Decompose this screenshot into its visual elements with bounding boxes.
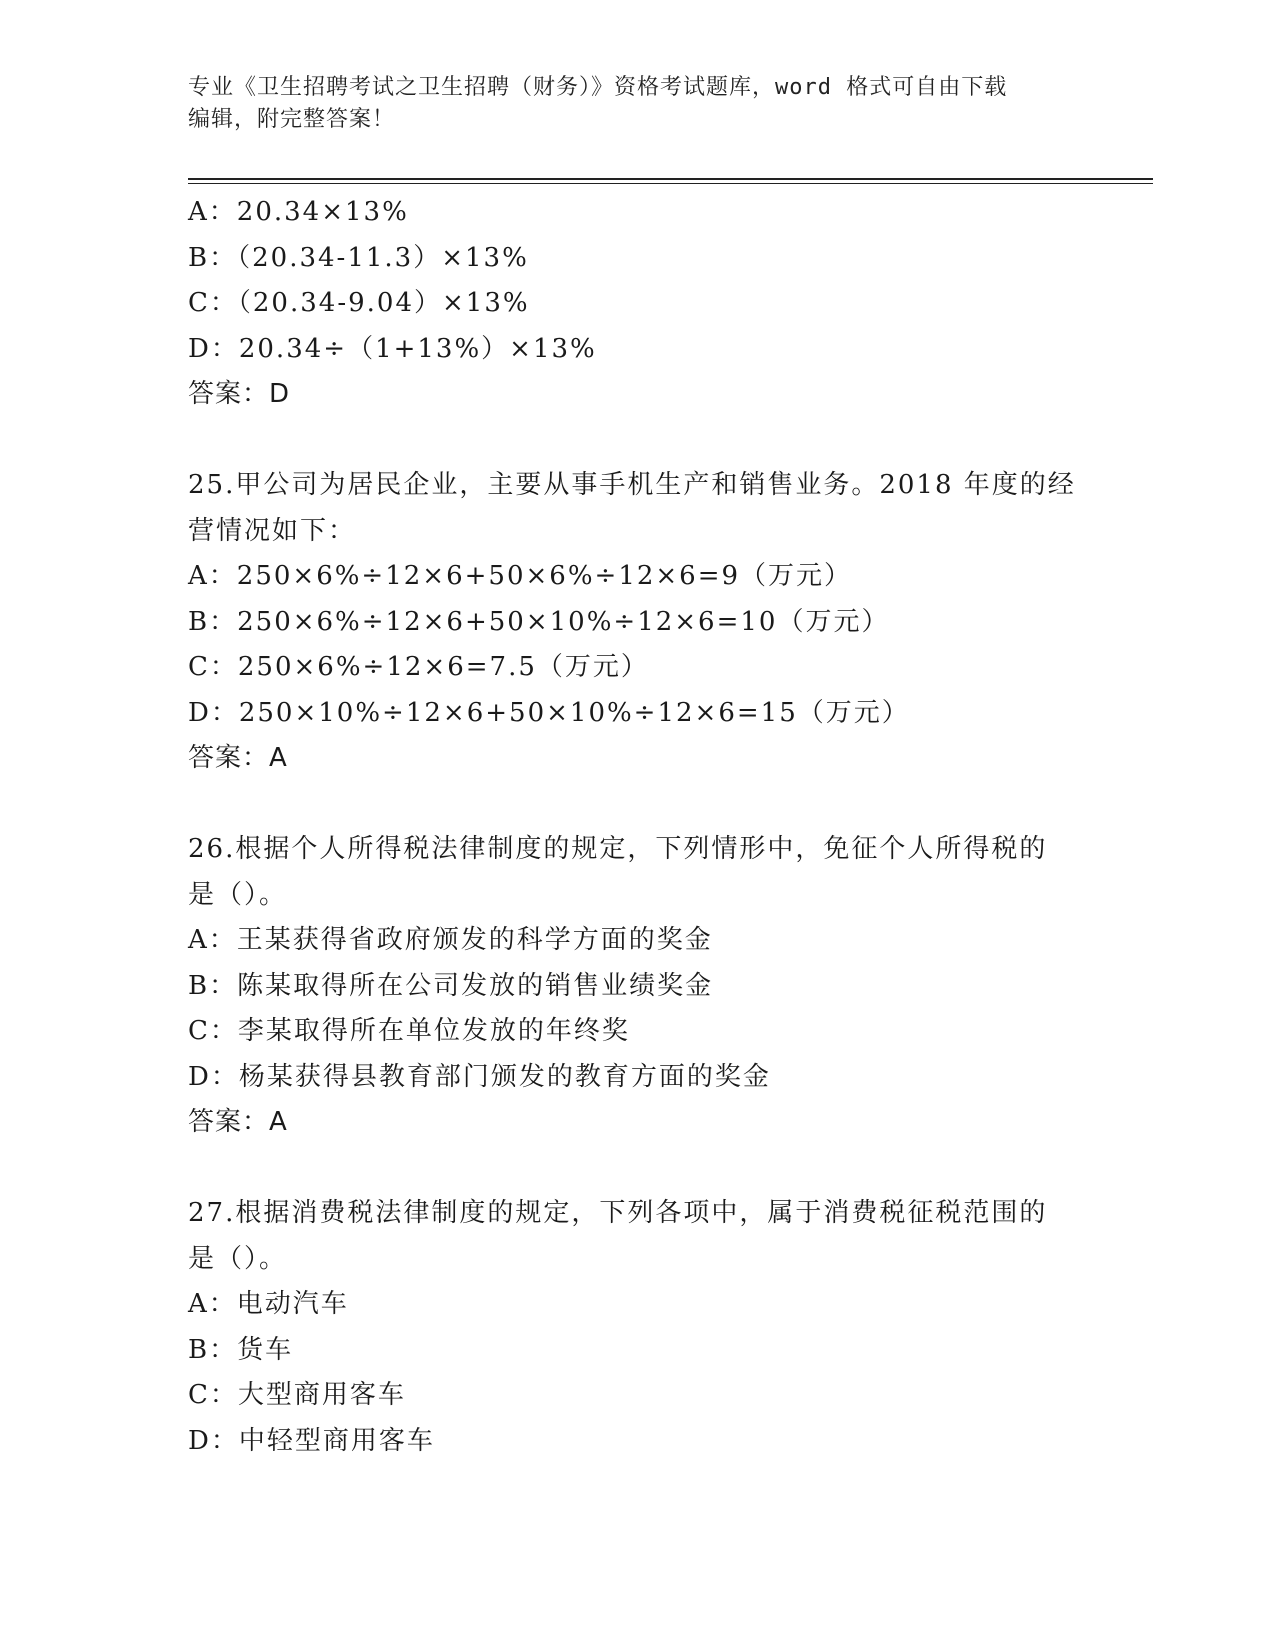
option-a: A：电动汽车 [188,1289,349,1319]
header-line-2: 编辑，附完整答案！ [188,107,396,132]
question-stem-cont: 是（）。 [188,879,288,910]
option-d: D：250×10%÷12×6+50×10%÷12×6=15（万元） [188,697,910,728]
option-a: A：250×6%÷12×6+50×6%÷12×6=9（万元） [188,561,853,591]
option-c: C：大型商用客车 [188,1380,406,1410]
option-a: A：王某获得省政府颁发的科学方面的奖金 [188,925,713,955]
option-b: B：250×6%÷12×6+50×10%÷12×6=10（万元） [188,606,890,637]
question-list [188,190,1138,1464]
question-stem: 25.甲公司为居民企业，主要从事手机生产和销售业务。2018 年度的经 [188,470,1076,500]
option-a: A：20.34×13% [188,197,409,227]
option-b: B：（20.34-11.3）×13% [188,242,529,273]
question-stem: 26.根据个人所得税法律制度的规定，下列情形中，免征个人所得税的 [188,834,1048,864]
header-line-1: 专业《卫生招聘考试之卫生招聘（财务）》资格考试题库，word 格式可自由下载 [188,75,1008,100]
question-24 [188,190,1138,418]
option-b: B：货车 [188,1334,294,1365]
answer: 答案：A [188,743,288,773]
option-d: D：中轻型商用客车 [188,1425,435,1456]
question-25 [188,463,1138,782]
option-c: C：（20.34-9.04）×13% [188,288,530,318]
answer: 答案：D [188,379,291,409]
option-d: D：杨某获得县教育部门颁发的教育方面的奖金 [188,1061,771,1092]
question-stem-cont: 是（）。 [188,1243,288,1274]
answer: 答案：A [188,1107,288,1137]
document-header [188,72,1088,136]
header-divider-thin [188,183,1153,184]
question-27 [188,1191,1138,1464]
question-stem-cont: 营情况如下： [188,515,357,546]
question-stem: 27.根据消费税法律制度的规定，下列各项中，属于消费税征税范围的 [188,1198,1048,1228]
option-d: D：20.34÷（1+13%）×13% [188,333,597,364]
option-c: C：250×6%÷12×6=7.5（万元） [188,652,649,682]
option-c: C：李某取得所在单位发放的年终奖 [188,1016,630,1046]
question-26 [188,827,1138,1146]
option-b: B：陈某取得所在公司发放的销售业绩奖金 [188,970,714,1001]
header-divider [188,178,1153,180]
